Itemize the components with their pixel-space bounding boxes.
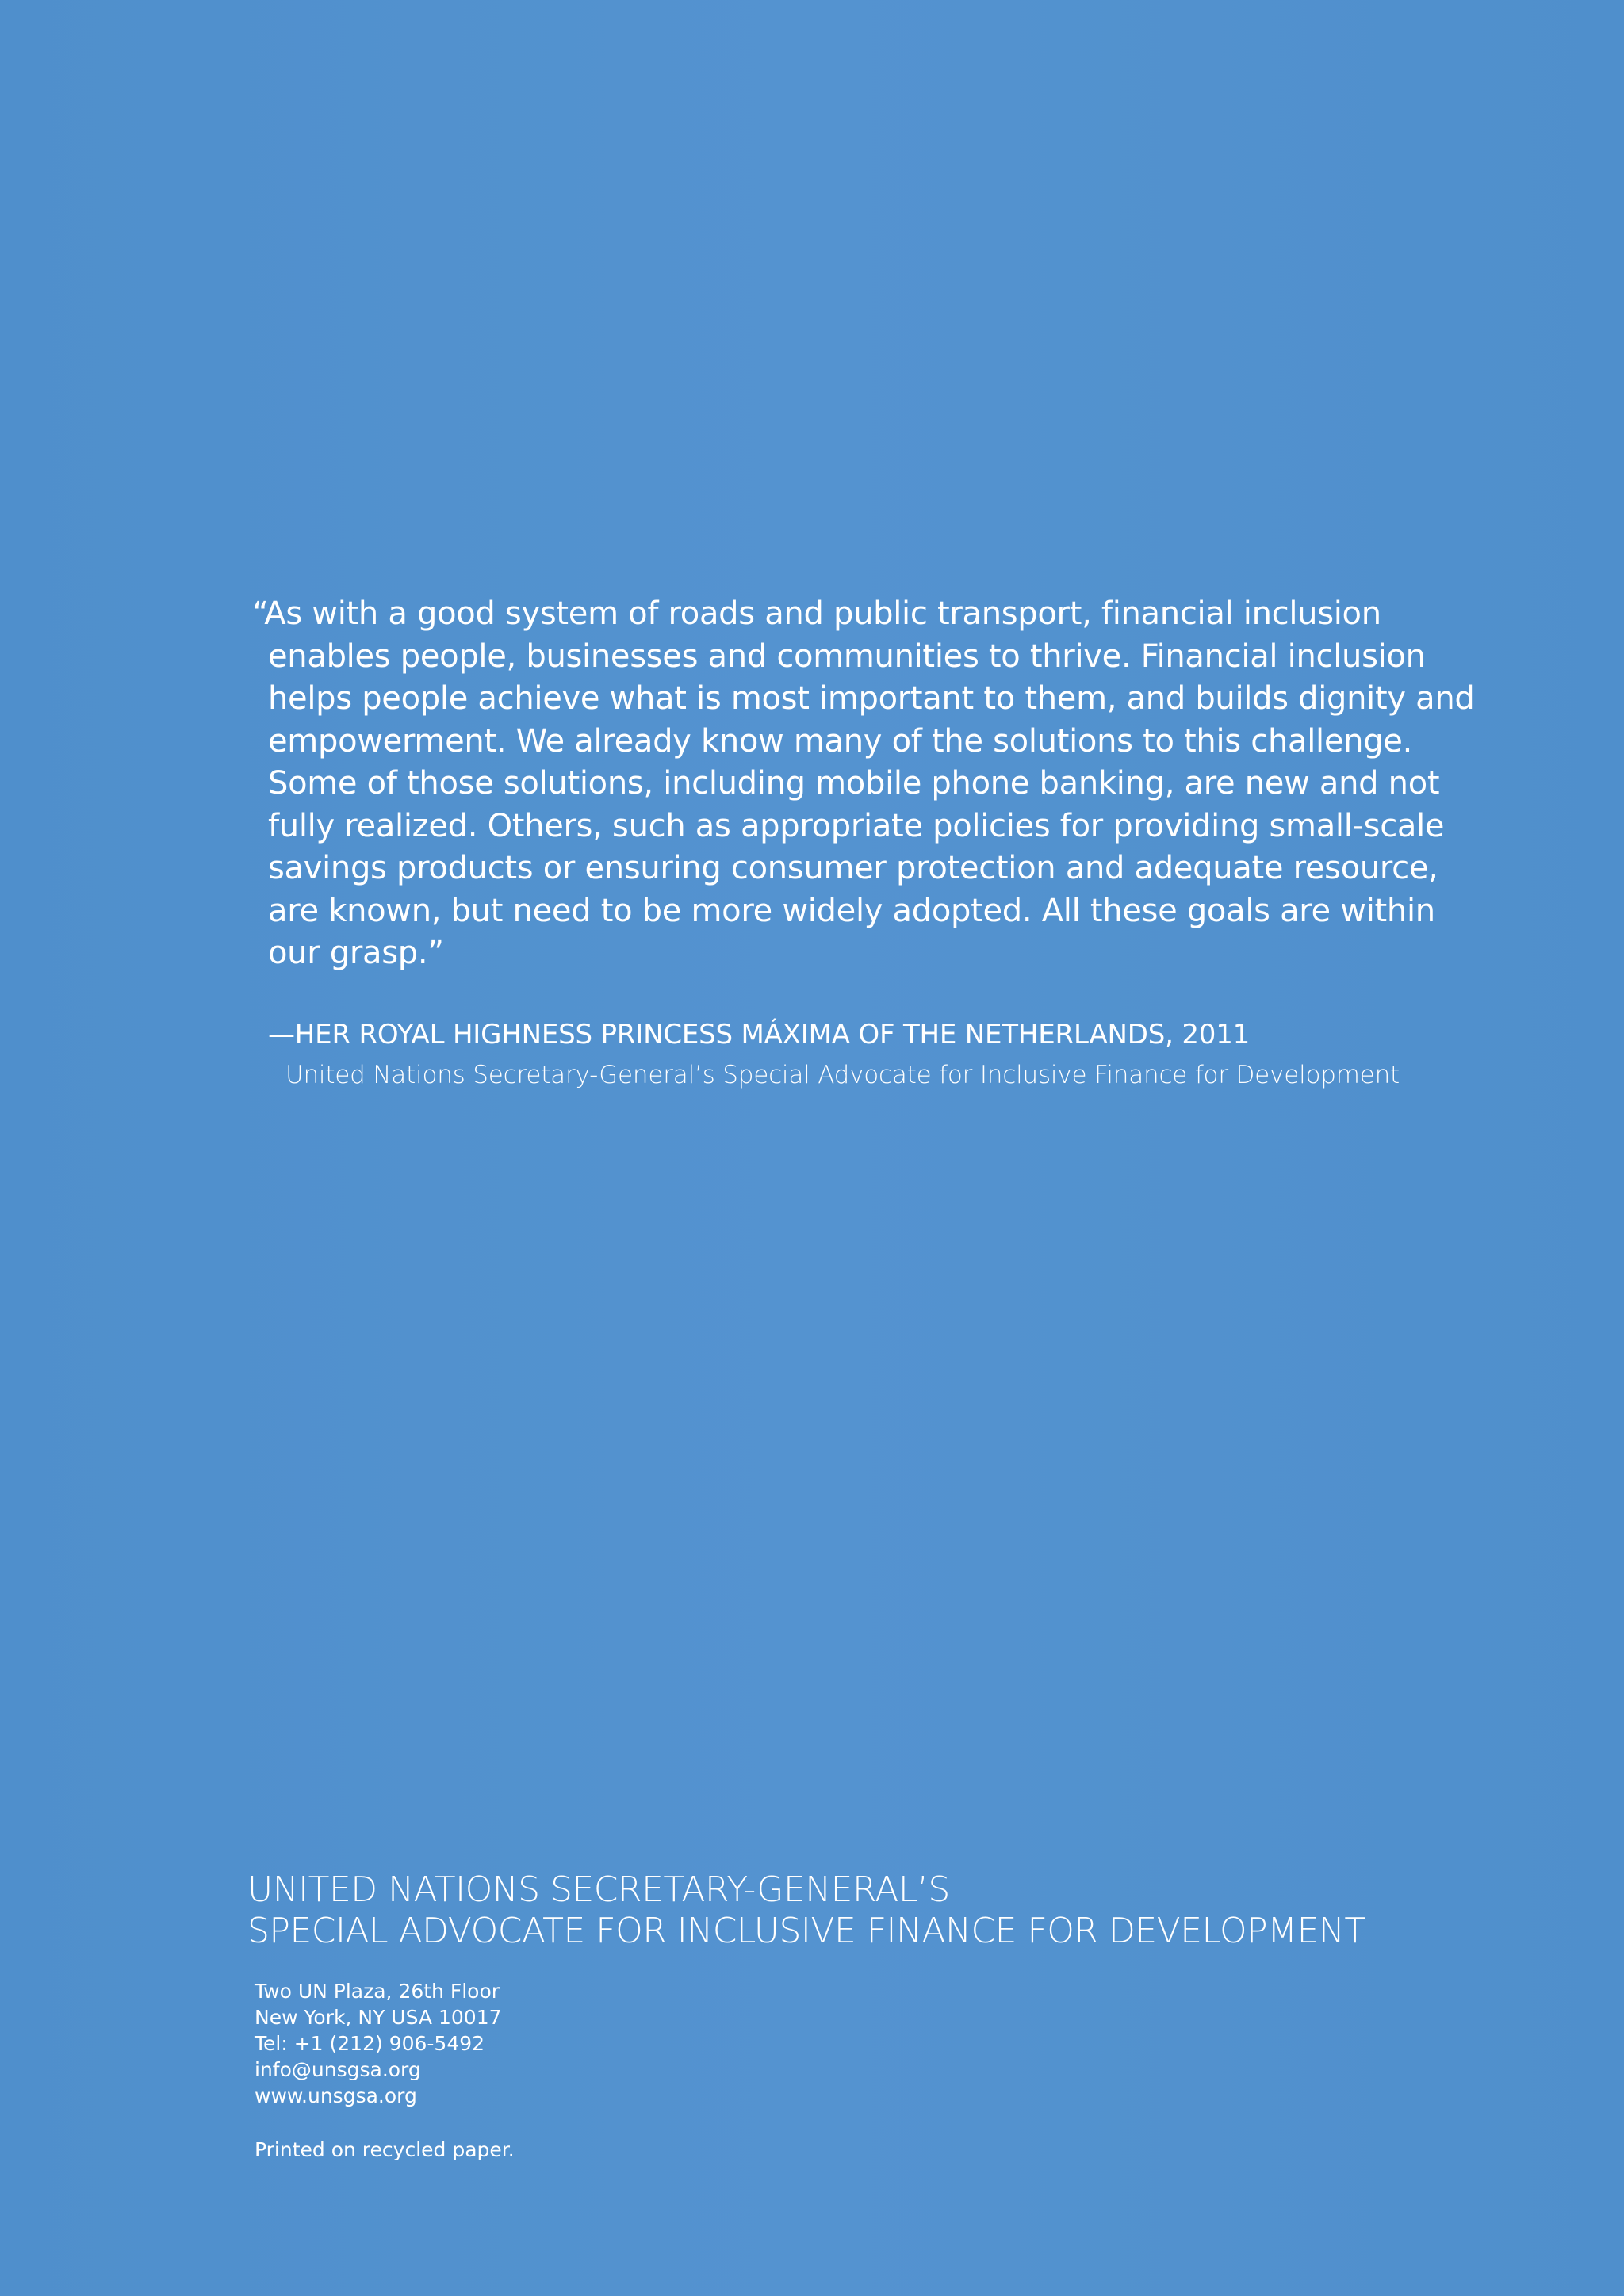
website-address: www.unsgsa.org bbox=[255, 2084, 417, 2107]
organization-name-line: SPECIAL ADVOCATE FOR INCLUSIVE FINANCE FOR DEVELOPMENT bbox=[247, 1911, 1365, 1951]
organization-name-line: UNITED NATIONS SECRETARY-GENERAL’S bbox=[247, 1869, 950, 1910]
quote-line: empowerment. We already know many of the solutions to this challenge. bbox=[268, 722, 1413, 760]
quote-line: Some of those solutions, including mobile phone banking, are new and not bbox=[268, 765, 1440, 802]
quote-line: fully realized. Others, such as appropriate policies for providing small-scale bbox=[268, 807, 1445, 844]
address-line: Two UN Plaza, 26th Floor bbox=[255, 1980, 500, 2003]
quote-line: are known, but need to be more widely adopted. All these goals are within bbox=[268, 892, 1435, 929]
quote-attribution-title: United Nations Secretary-General’s Special Advocate for Inclusive Finance for Development bbox=[285, 1061, 1400, 1089]
quote-line: helps people achieve what is most important to them, and builds dignity and bbox=[268, 680, 1475, 717]
quote-line: our grasp.” bbox=[268, 935, 444, 971]
quote-line: enables people, businesses and communities to thrive. Financial inclusion bbox=[268, 637, 1426, 675]
quote-attribution-name: —HER ROYAL HIGHNESS PRINCESS MÁXIMA OF THE NETHERLANDS, 2011 bbox=[268, 1019, 1251, 1050]
telephone: Tel: +1 (212) 906-5492 bbox=[255, 2032, 485, 2055]
quote-line: “As with a good system of roads and public transport, financial inclusion bbox=[252, 595, 1381, 632]
quote-block bbox=[252, 593, 1489, 975]
printed-note: Printed on recycled paper. bbox=[255, 2138, 515, 2161]
address-line: New York, NY USA 10017 bbox=[255, 2006, 502, 2029]
email-address: info@unsgsa.org bbox=[255, 2058, 421, 2081]
organization-name bbox=[247, 1869, 1365, 1952]
quote-line: savings products or ensuring consumer protection and adequate resource, bbox=[268, 850, 1438, 886]
contact-info bbox=[255, 1978, 502, 2109]
